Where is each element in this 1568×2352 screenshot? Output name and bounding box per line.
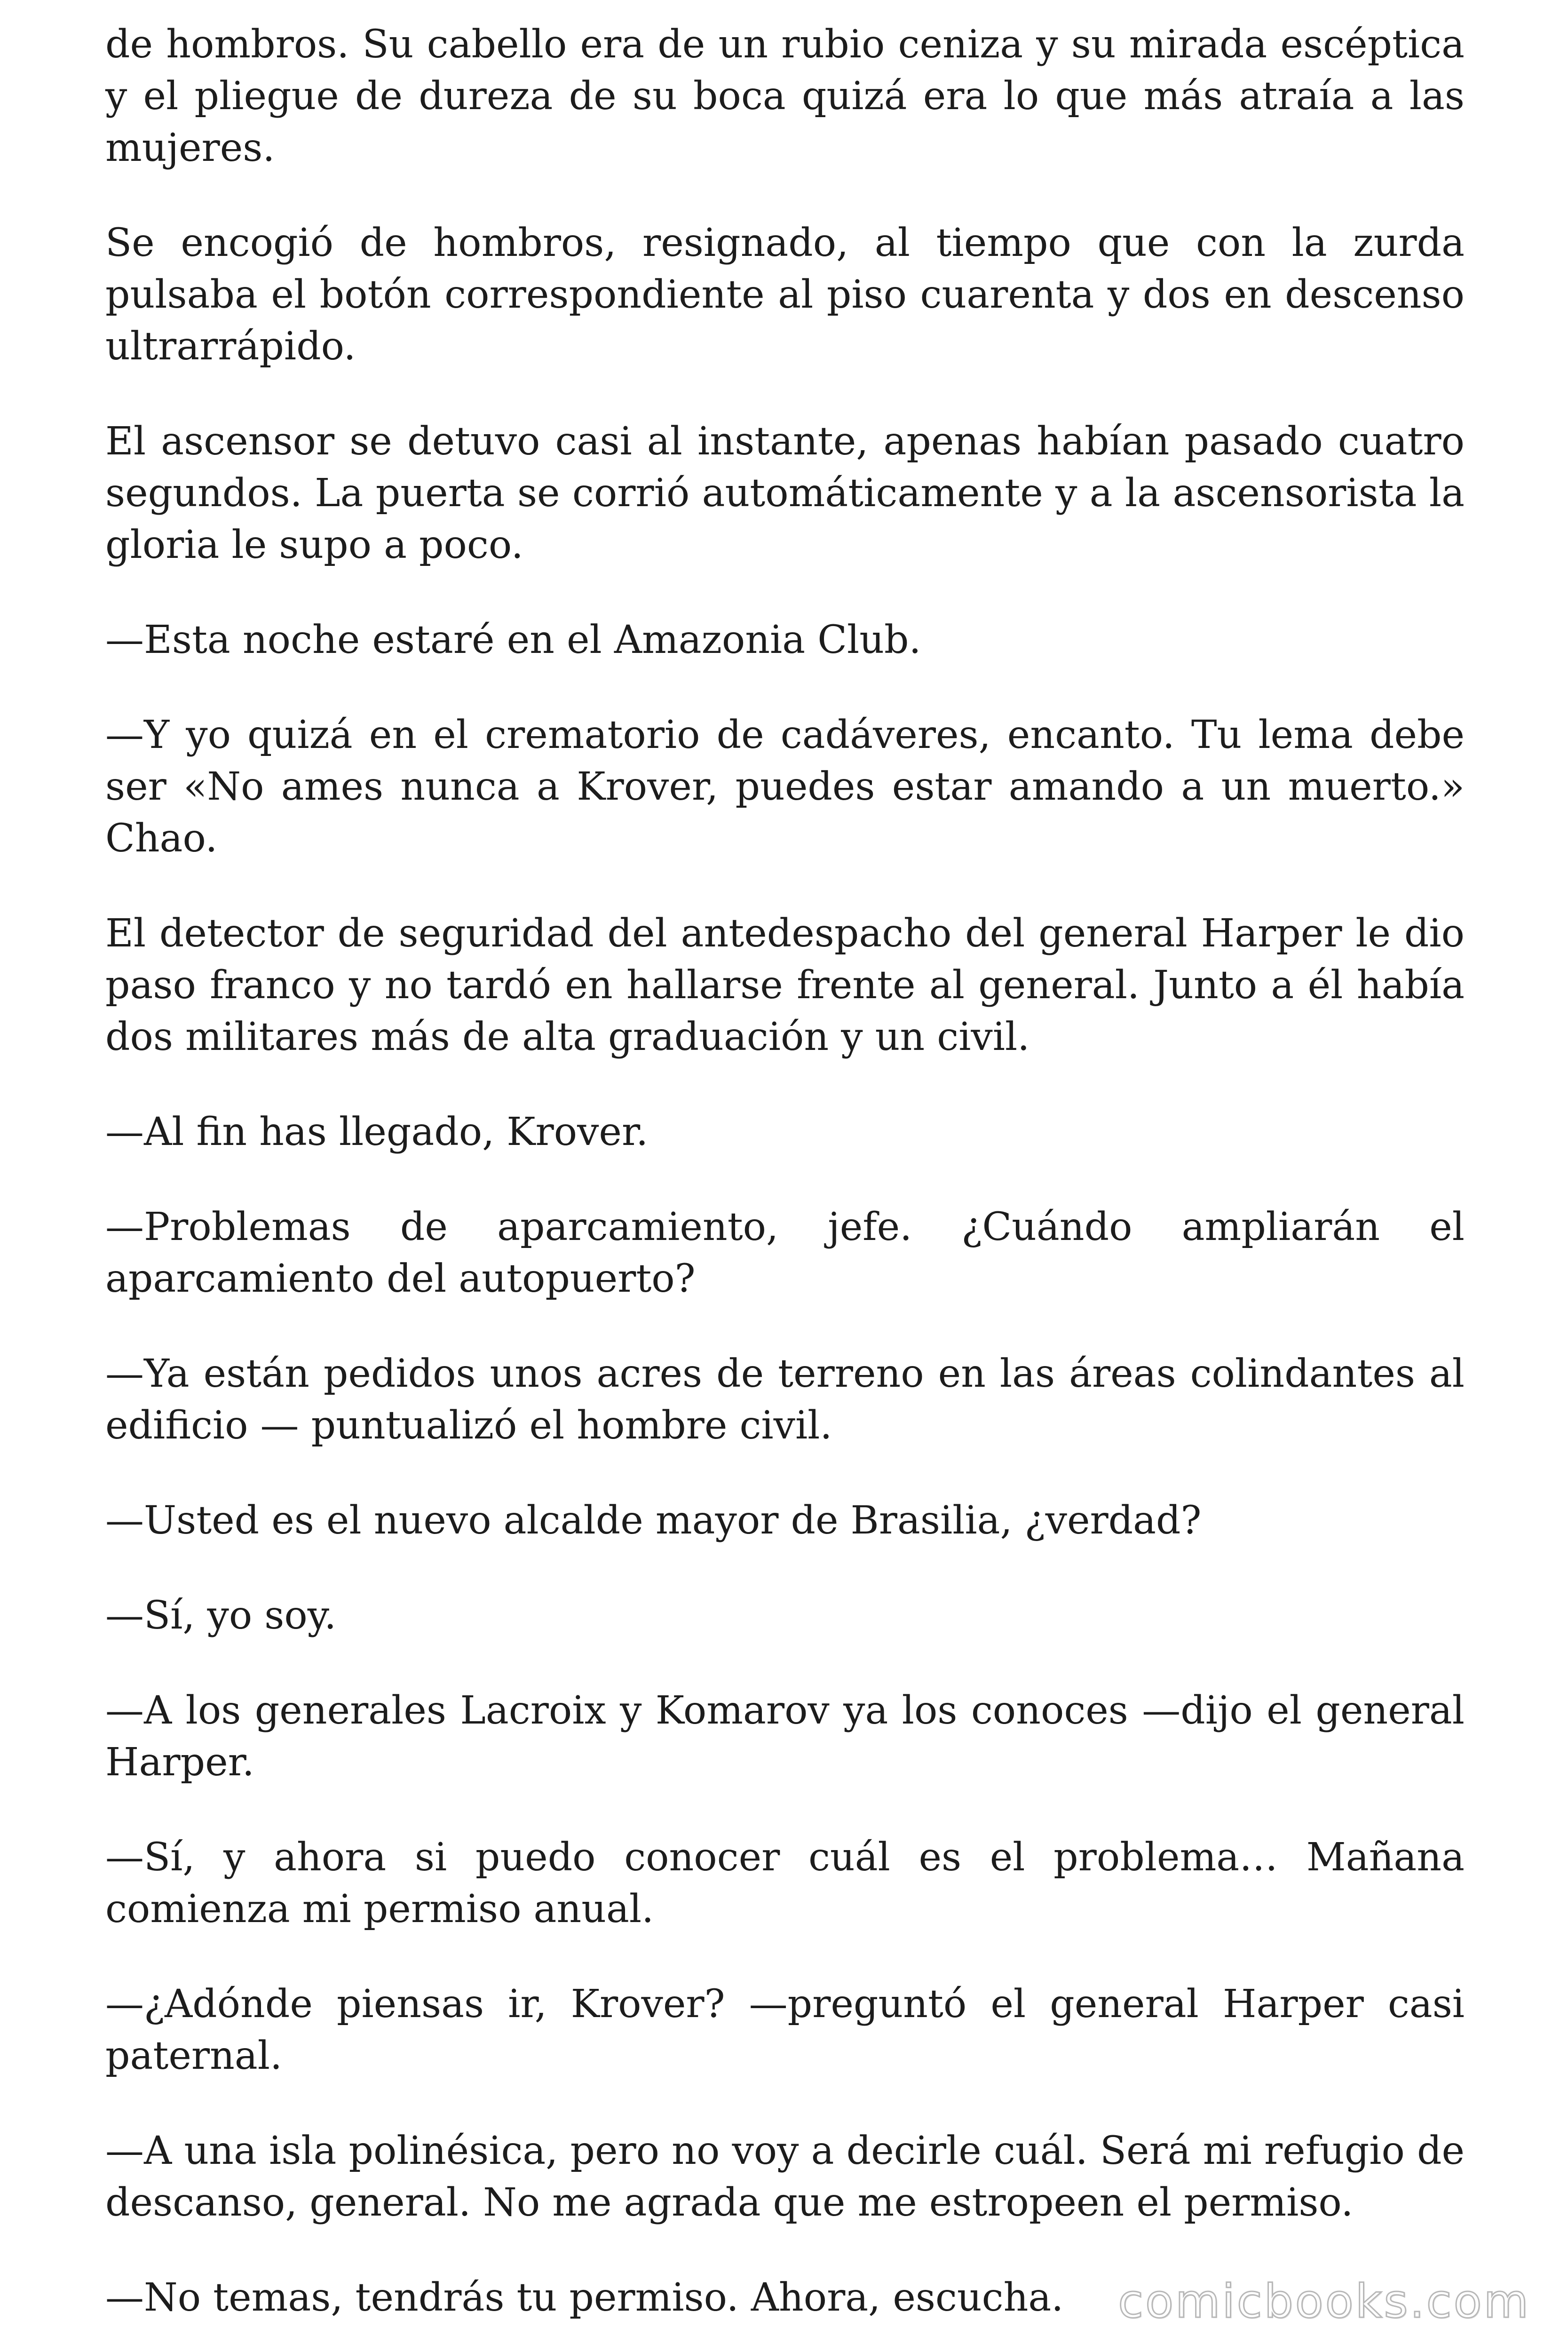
watermark: comicbooks.com xyxy=(1118,2275,1530,2328)
paragraph: —A una isla polinésica, pero no voy a decirle cuál. Será mi refugio de descanso, general. No me agrada que me estropeen el permiso. xyxy=(105,2129,1465,2225)
paragraph: —Y yo quizá en el crematorio de cadáveres, encanto. Tu lema debe ser «No ames nunca a Krover, puedes estar amando a un muerto.» Chao. xyxy=(105,713,1465,861)
paragraph: —Usted es el nuevo alcalde mayor de Brasilia, ¿verdad? xyxy=(105,1498,1202,1543)
paragraph: El ascensor se detuvo casi al instante, apenas habían pasado cuatro segundos. La puerta se corrió automáticamente y a la ascensorista la gloria le supo a poco. xyxy=(105,419,1465,567)
paragraph: —Sí, yo soy. xyxy=(105,1593,337,1638)
paragraph: —¿Adónde piensas ir, Krover? —preguntó el general Harper casi paternal. xyxy=(105,1982,1465,2078)
paragraph: —No temas, tendrás tu permiso. Ahora, escucha. xyxy=(105,2275,1064,2320)
paragraph: —Al fin has llegado, Krover. xyxy=(105,1110,649,1154)
paragraph: de hombros. Su cabello era de un rubio ceniza y su mirada escéptica y el pliegue de dureza de su boca quizá era lo que más atraía a las mujeres. xyxy=(105,22,1465,170)
paragraph: El detector de seguridad del antedespacho del general Harper le dio paso franco y no tardó en hallarse frente al general. Junto a él había dos militares más de alta graduación y un civil. xyxy=(105,911,1465,1059)
paragraph: —Sí, y ahora si puedo conocer cuál es el problema… Mañana comienza mi permiso anual. xyxy=(105,1835,1465,1931)
paragraph: —Ya están pedidos unos acres de terreno en las áreas colindantes al edificio — puntualizó el hombre civil. xyxy=(105,1351,1465,1448)
book-page xyxy=(105,19,1465,2324)
paragraph: —Problemas de aparcamiento, jefe. ¿Cuándo ampliarán el aparcamiento del autopuerto? xyxy=(105,1205,1465,1301)
paragraph: —A los generales Lacroix y Komarov ya los conoces —dijo el general Harper. xyxy=(105,1688,1465,1785)
paragraph: —Esta noche estaré en el Amazonia Club. xyxy=(105,618,921,662)
paragraph: Se encogió de hombros, resignado, al tiempo que con la zurda pulsaba el botón correspondiente al piso cuarenta y dos en descenso ultrarrápido. xyxy=(105,221,1465,369)
